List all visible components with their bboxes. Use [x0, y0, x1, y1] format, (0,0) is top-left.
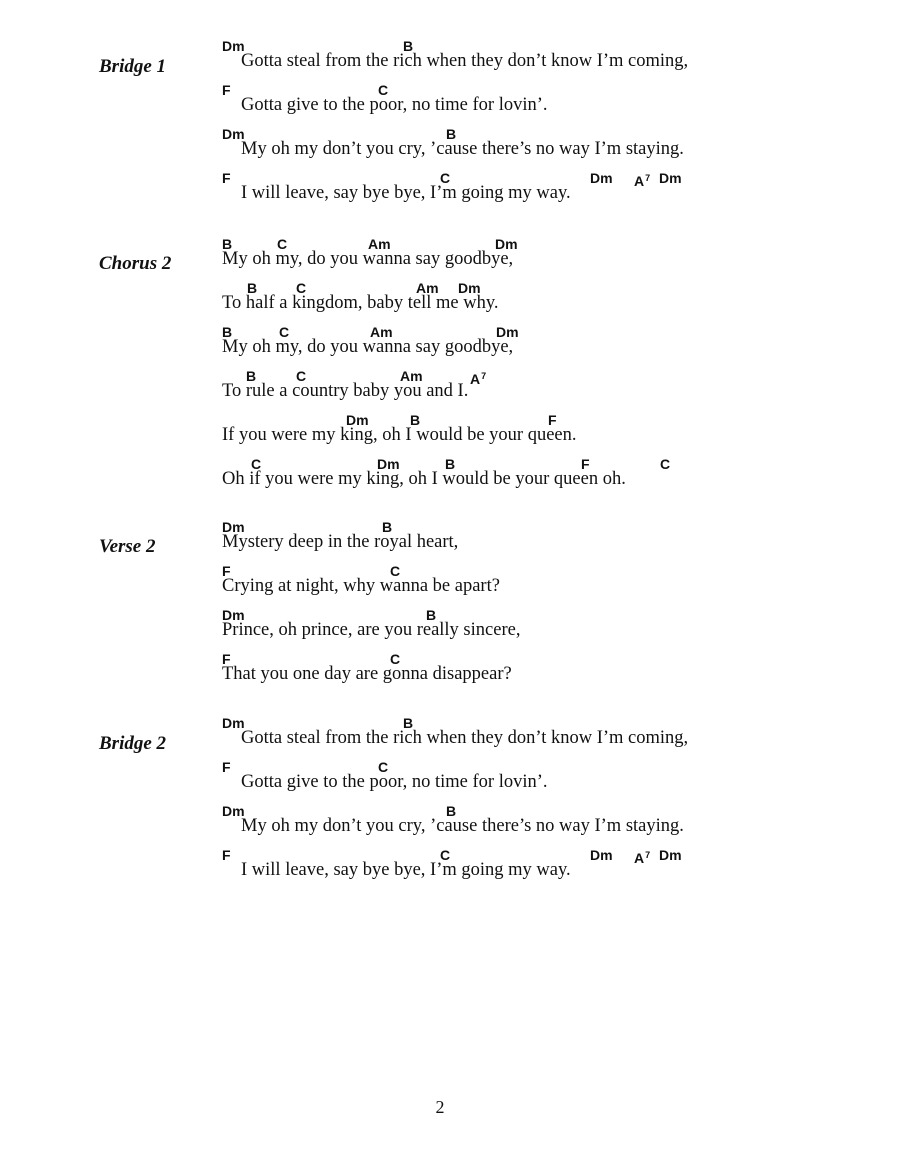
- chord: F: [222, 759, 231, 775]
- lyric-line: Crying at night, why wanna be apart?: [222, 576, 500, 596]
- lyric-line: Gotta steal from the rich when they don’t know I’m coming,: [241, 728, 689, 748]
- lyric-line: My oh my don’t you cry, ’cause there’s no way I’m staying.: [241, 816, 684, 836]
- chord: C: [296, 368, 307, 384]
- chord: C: [440, 170, 451, 186]
- chord: F: [581, 456, 590, 472]
- song-line: [0, 170, 900, 214]
- song-line: [0, 412, 900, 456]
- chord: C: [277, 236, 288, 252]
- chord: B: [426, 607, 437, 623]
- chord: Dm: [222, 607, 245, 623]
- lyric-line: To rule a country baby you and I.: [222, 381, 469, 401]
- chord: B: [403, 38, 414, 54]
- song-line: [0, 324, 900, 368]
- chord: C: [378, 759, 389, 775]
- page-number: 2: [435, 1097, 445, 1117]
- song-line: [0, 280, 900, 324]
- song-line: [0, 38, 900, 82]
- lyric-line: Mystery deep in the royal heart,: [222, 532, 459, 552]
- song-line: [0, 519, 900, 563]
- chord: C: [279, 324, 290, 340]
- chord: Dm: [659, 847, 682, 863]
- lyric-line: Gotta steal from the rich when they don’t know I’m coming,: [241, 51, 689, 71]
- song-line: [0, 82, 900, 126]
- chord: C: [390, 563, 401, 579]
- chord: B: [222, 324, 233, 340]
- chord: Dm: [496, 324, 519, 340]
- chord: Am: [416, 280, 439, 296]
- chord: C: [660, 456, 671, 472]
- chord: B: [446, 126, 457, 142]
- lyric-line: My oh my, do you wanna say goodbye,: [222, 337, 514, 357]
- chord: Dm: [222, 38, 245, 54]
- chord: F: [222, 847, 231, 863]
- chord: B: [382, 519, 393, 535]
- chord: C: [440, 847, 451, 863]
- chord: Dm: [495, 236, 518, 252]
- song-line: [0, 759, 900, 803]
- chord: Dm: [222, 803, 245, 819]
- chord: Dm: [590, 847, 613, 863]
- song-line: [0, 803, 900, 847]
- chord: Am: [368, 236, 391, 252]
- chord: F: [548, 412, 557, 428]
- chord: B: [247, 280, 258, 296]
- chord: Dm: [222, 519, 245, 535]
- chord: B: [446, 803, 457, 819]
- chord: Dm: [377, 456, 400, 472]
- chord: Dm: [222, 715, 245, 731]
- chord: B: [403, 715, 414, 731]
- lyric-line: I will leave, say bye bye, I’m going my way.: [241, 183, 571, 203]
- section-label: Bridge 1: [99, 56, 167, 77]
- song-line: [0, 456, 900, 500]
- chord: Am: [400, 368, 423, 384]
- lyric-line: Gotta give to the poor, no time for lovin’.: [241, 95, 548, 115]
- chord: C: [378, 82, 389, 98]
- song-line: [0, 847, 900, 891]
- song-line: [0, 607, 900, 651]
- chord: C: [390, 651, 401, 667]
- song-line: [0, 563, 900, 607]
- chord: $A^7$: [470, 371, 487, 387]
- chord: $A^7$: [634, 173, 651, 189]
- chord: B: [445, 456, 456, 472]
- lyric-line: My oh my don’t you cry, ’cause there’s no way I’m staying.: [241, 139, 684, 159]
- chord: Am: [370, 324, 393, 340]
- lyric-line: I will leave, say bye bye, I’m going my way.: [241, 860, 571, 880]
- song-line: [0, 651, 900, 695]
- song-line: [0, 715, 900, 759]
- section-label: Verse 2: [99, 536, 156, 557]
- chord: Dm: [346, 412, 369, 428]
- chord: B: [222, 236, 233, 252]
- chord: C: [251, 456, 262, 472]
- chord: F: [222, 82, 231, 98]
- lyric-line: To half a kingdom, baby tell me why.: [222, 293, 499, 313]
- chord: C: [296, 280, 307, 296]
- chord: Dm: [222, 126, 245, 142]
- song-line: [0, 236, 900, 280]
- section-label: Bridge 2: [99, 733, 167, 754]
- song-line: [0, 126, 900, 170]
- lyric-line: That you one day are gonna disappear?: [222, 664, 512, 684]
- chord: F: [222, 170, 231, 186]
- lyric-line: Oh if you were my king, oh I would be your queen oh.: [222, 469, 626, 489]
- chord: $A^7$: [634, 850, 651, 866]
- chord: B: [410, 412, 421, 428]
- song-line: [0, 368, 900, 412]
- lyric-line: Prince, oh prince, are you really sincere,: [222, 620, 521, 640]
- chord: Dm: [590, 170, 613, 186]
- chord: B: [246, 368, 257, 384]
- chord: Dm: [458, 280, 481, 296]
- chord: Dm: [659, 170, 682, 186]
- lyric-line: If you were my king, oh I would be your queen.: [222, 425, 577, 445]
- section-label: Chorus 2: [99, 253, 172, 274]
- lyric-line: My oh my, do you wanna say goodbye,: [222, 249, 514, 269]
- lyric-line: Gotta give to the poor, no time for lovin’.: [241, 772, 548, 792]
- chord: F: [222, 563, 231, 579]
- chord: F: [222, 651, 231, 667]
